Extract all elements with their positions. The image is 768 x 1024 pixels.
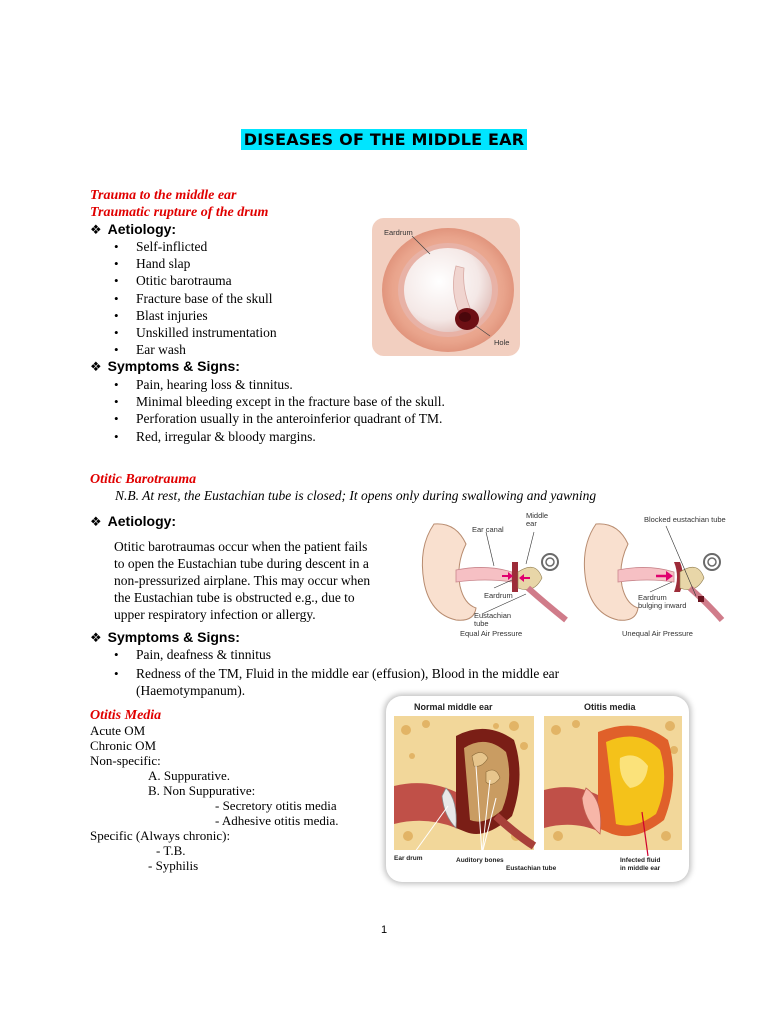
trauma-aetiology-heading: ❖ Aetiology: xyxy=(90,221,177,238)
eardrum-figure xyxy=(372,218,520,356)
text-line: the Eustachian tube is obstructed e.g., due to xyxy=(114,590,355,605)
classification-line: - Adhesive otitis media. xyxy=(215,813,339,828)
list-item: • Red, irregular & bloody margins. xyxy=(110,428,445,445)
trauma-subheading: Traumatic rupture of the drum xyxy=(90,205,269,220)
page-title: DISEASES OF THE MIDDLE EAR xyxy=(0,130,768,150)
otitis-classification xyxy=(90,723,338,873)
unequal-pressure-diagram xyxy=(584,515,725,638)
diamond-bullet-icon: ❖ xyxy=(90,223,102,238)
classification-line: - Syphilis xyxy=(148,858,199,873)
list-item: • Fracture base of the skull xyxy=(110,290,277,307)
svg-text:Otitis media: Otitis media xyxy=(584,702,636,712)
list-item: • Otitic barotrauma xyxy=(110,272,277,289)
list-item: • Ear wash xyxy=(110,341,277,358)
barotrauma-symptoms-list xyxy=(110,646,559,700)
otitis-media-diagram xyxy=(544,716,682,856)
svg-text:Blocked eustachian tube: Blocked eustachian tube xyxy=(644,515,726,524)
normal-middle-ear-diagram xyxy=(394,716,534,856)
trauma-heading: Trauma to the middle ear xyxy=(90,188,237,203)
svg-text:ear: ear xyxy=(526,519,537,528)
svg-text:Eustachian tube: Eustachian tube xyxy=(506,865,557,872)
barotrauma-heading: Otitic Barotrauma xyxy=(90,472,197,487)
svg-text:Middle: Middle xyxy=(526,512,549,520)
text-line: non-pressurized airplane. This may occur when xyxy=(114,573,371,588)
hole-label: Hole xyxy=(494,338,510,347)
diamond-bullet-icon: ❖ xyxy=(90,515,102,530)
classification-line: Specific (Always chronic): xyxy=(90,828,231,843)
trauma-symptoms-heading: ❖ Symptoms & Signs: xyxy=(90,358,240,375)
list-item: • Hand slap xyxy=(110,255,277,272)
svg-text:Equal Air Pressure: Equal Air Pressure xyxy=(460,629,523,638)
svg-text:Ear drum: Ear drum xyxy=(394,855,423,862)
barotrauma-figure xyxy=(416,512,728,638)
text-line: to open the Eustachian tube during descent in a xyxy=(114,556,369,571)
barotrauma-aetiology-heading: ❖ Aetiology: xyxy=(90,513,177,530)
svg-text:bulging inward: bulging inward xyxy=(638,601,687,610)
equal-pressure-diagram xyxy=(422,512,566,638)
otitis-figure xyxy=(386,696,689,882)
classification-line: A. Suppurative. xyxy=(148,768,230,783)
svg-text:tube: tube xyxy=(474,619,489,628)
diamond-bullet-icon: ❖ xyxy=(90,631,102,646)
svg-text:Unequal Air Pressure: Unequal Air Pressure xyxy=(622,629,693,638)
otitis-heading: Otitis Media xyxy=(90,708,162,723)
classification-line: - Secretory otitis media xyxy=(215,798,337,813)
diamond-bullet-icon: ❖ xyxy=(90,360,102,375)
barotrauma-note: N.B. At rest, the Eustachian tube is closed; It opens only during swallowing and yawning xyxy=(115,488,597,503)
classification-line: B. Non Suppurative: xyxy=(148,783,256,798)
svg-text:Ear canal: Ear canal xyxy=(472,525,504,534)
list-item: • Self-inflicted xyxy=(110,238,277,255)
page-number: 1 xyxy=(380,924,388,936)
classification-line: - T.B. xyxy=(156,843,186,858)
list-item: (Haemotympanum). xyxy=(136,683,246,699)
barotrauma-aetiology-text xyxy=(114,538,370,623)
svg-text:Eardrum: Eardrum xyxy=(484,591,513,600)
list-item: • Perforation usually in the anteroinferior quadrant of TM. xyxy=(110,410,445,427)
trauma-aetiology-list xyxy=(110,238,277,358)
svg-text:Infected fluid: Infected fluid xyxy=(620,857,661,864)
list-item: • Pain, hearing loss & tinnitus. xyxy=(110,376,445,393)
classification-line: Acute OM xyxy=(90,723,146,738)
classification-line: Chronic OM xyxy=(90,738,157,753)
classification-line: Non-specific: xyxy=(90,753,161,768)
text-line: upper respiratory infection or allergy. xyxy=(114,607,316,622)
svg-text:Eustachian: Eustachian xyxy=(474,611,512,620)
text-line: Otitic barotraumas occur when the patient fails xyxy=(114,539,368,554)
list-item: • Blast injuries xyxy=(110,307,277,324)
svg-text:Auditory bones: Auditory bones xyxy=(456,857,504,864)
barotrauma-symptoms-heading: ❖ Symptoms & Signs: xyxy=(90,629,240,646)
svg-text:Eardrum: Eardrum xyxy=(638,593,667,602)
list-item: • Pain, deafness & tinnitus xyxy=(110,646,559,663)
list-item: • Redness of the TM, Fluid in the middle ear (effusion), Blood in the middle ear xyxy=(110,665,559,682)
list-item: • Minimal bleeding except in the fracture base of the skull. xyxy=(110,393,445,410)
eardrum-label: Eardrum xyxy=(384,228,413,237)
svg-text:in middle ear: in middle ear xyxy=(620,865,661,872)
list-item: • Unskilled instrumentation xyxy=(110,324,277,341)
svg-text:Normal middle ear: Normal middle ear xyxy=(414,702,493,712)
trauma-symptoms-list xyxy=(110,376,445,445)
